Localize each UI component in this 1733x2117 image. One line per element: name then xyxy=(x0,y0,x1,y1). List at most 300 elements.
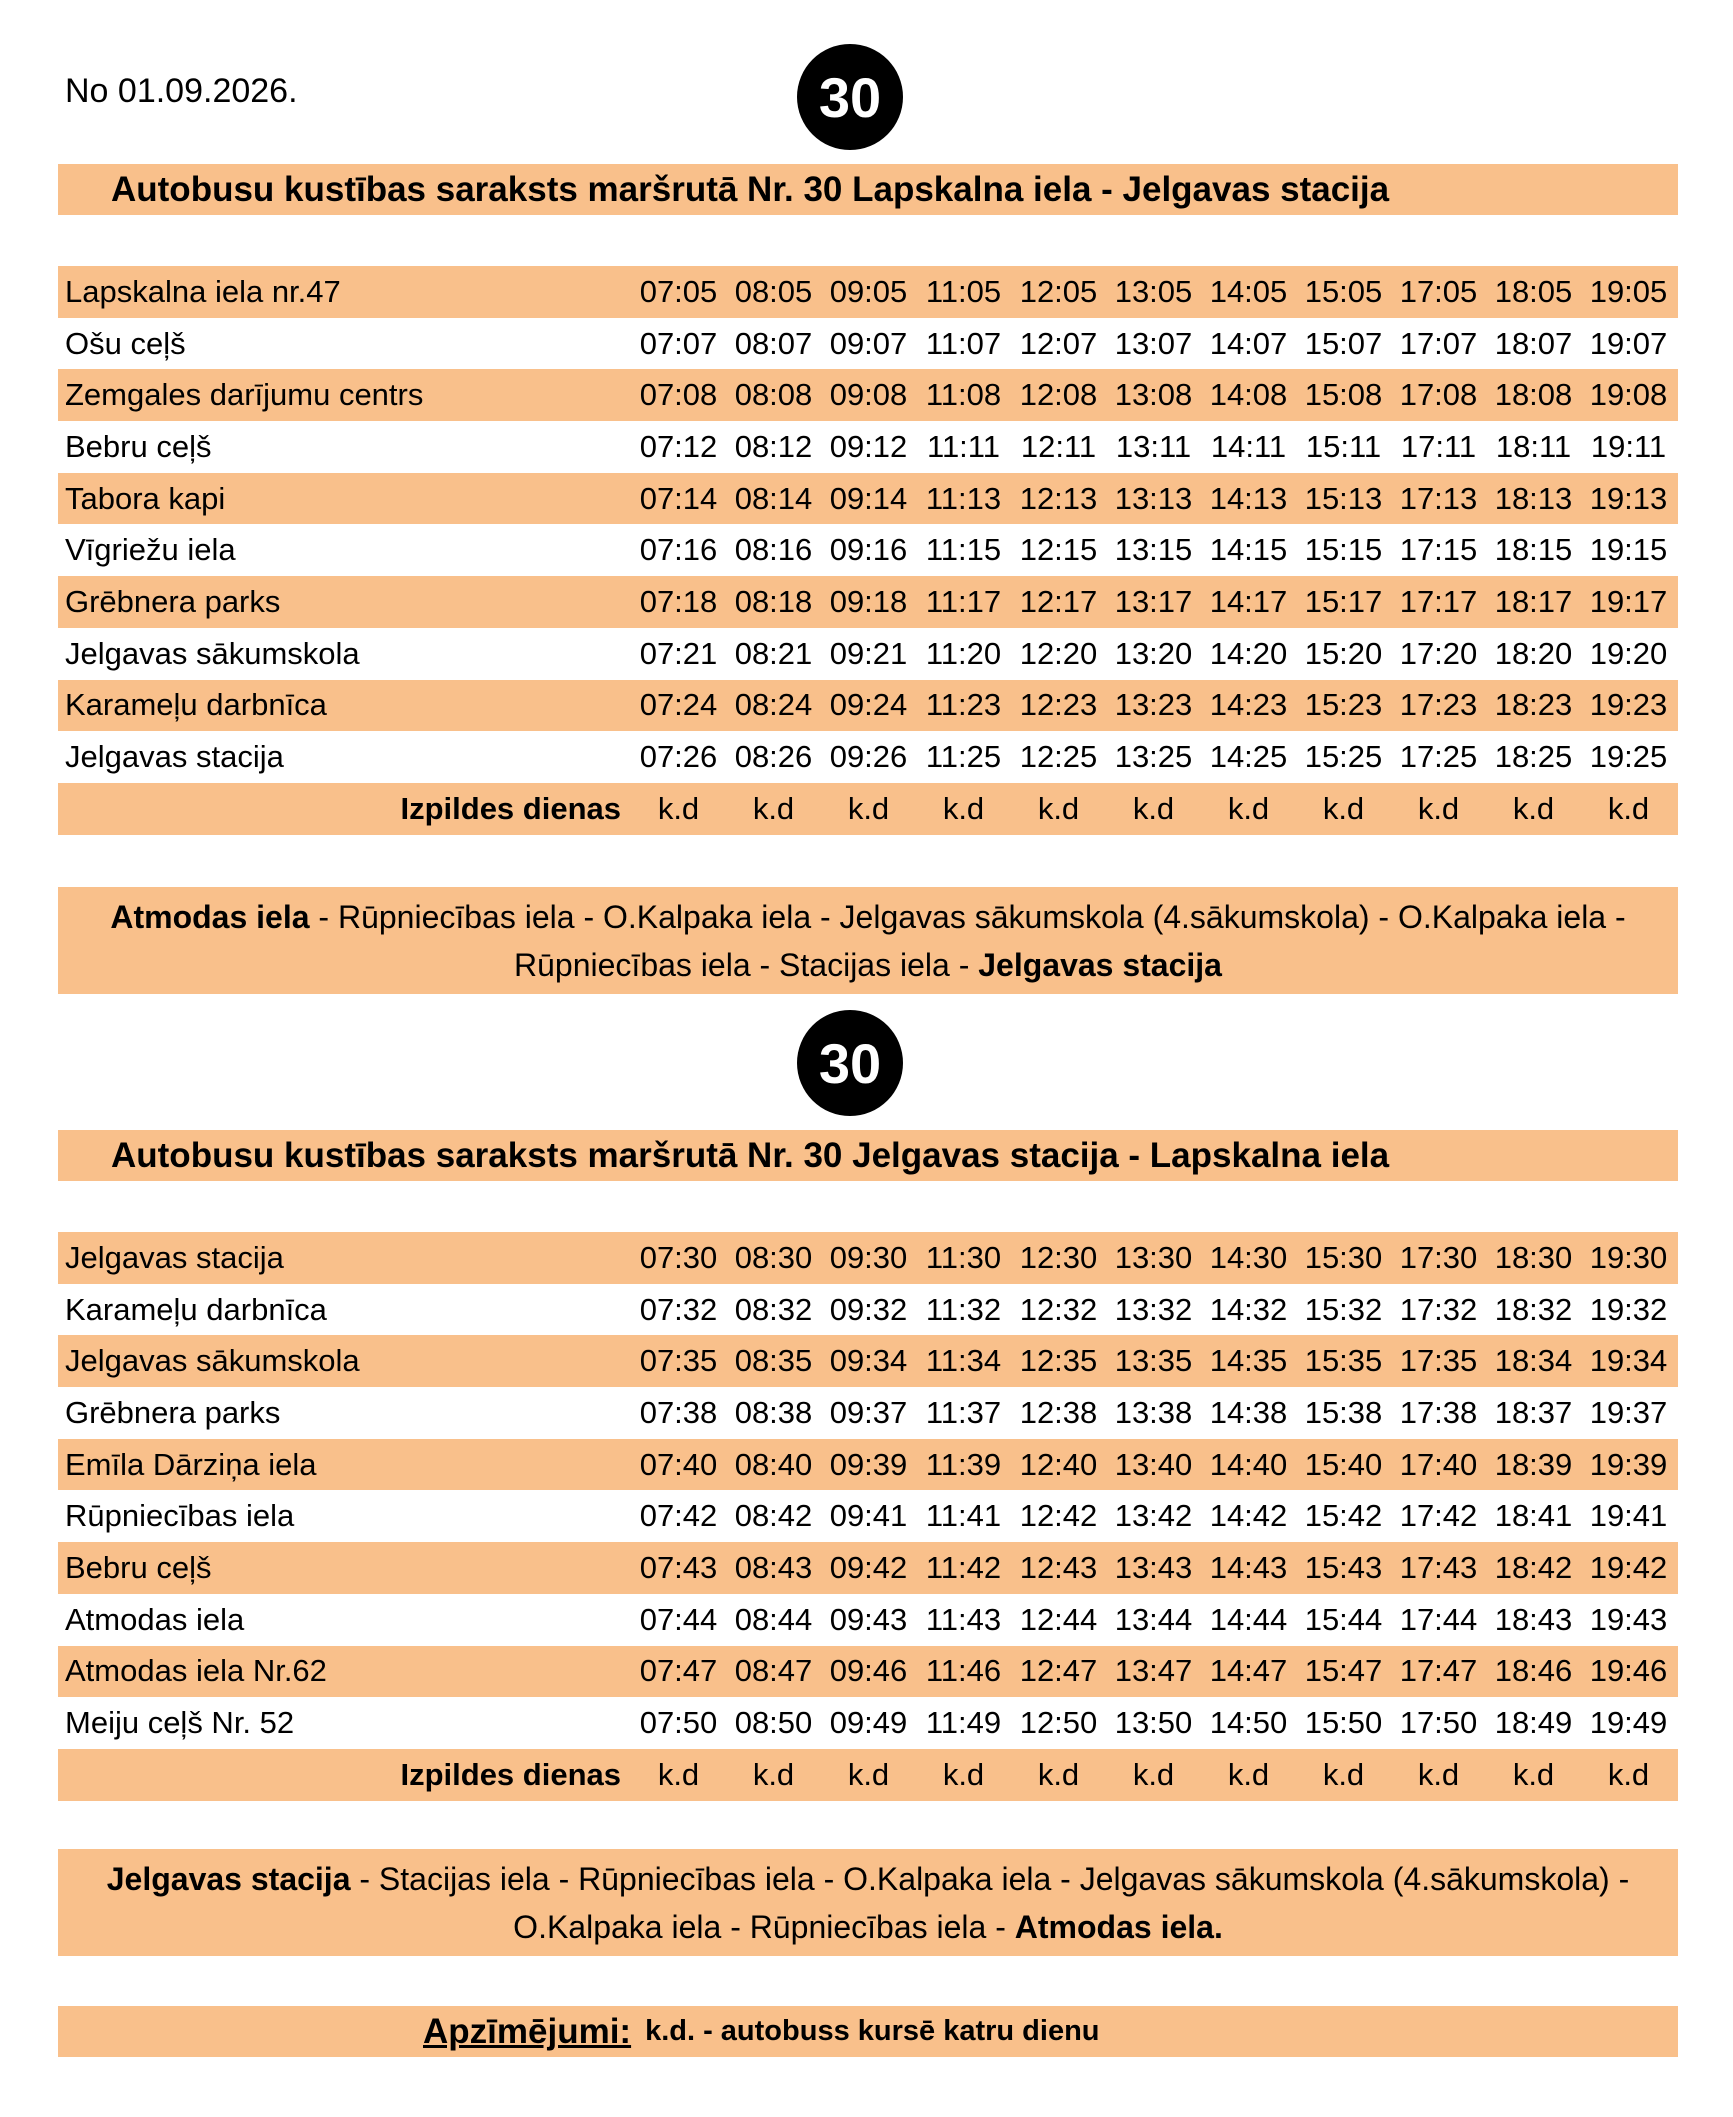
departure-time: 14:23 xyxy=(1209,687,1288,723)
departure-time: 08:40 xyxy=(734,1446,813,1482)
departure-time: 11:05 xyxy=(925,273,1002,309)
departure-time: 09:24 xyxy=(829,687,908,723)
departure-time: 15:47 xyxy=(1304,1653,1383,1689)
departure-time: 18:32 xyxy=(1494,1291,1573,1327)
departure-time: 09:34 xyxy=(829,1343,908,1379)
departure-time: 12:42 xyxy=(1019,1498,1098,1534)
departure-time: 12:17 xyxy=(1019,583,1098,619)
departure-time: 13:13 xyxy=(1114,480,1193,516)
departure-time: 17:20 xyxy=(1399,635,1478,671)
departure-time: 19:39 xyxy=(1589,1446,1668,1482)
departure-time: 11:13 xyxy=(925,480,1002,516)
departure-time: 12:38 xyxy=(1019,1394,1098,1430)
departure-time: 12:32 xyxy=(1019,1291,1098,1327)
stop-name: Bebru ceļš xyxy=(65,428,212,464)
table-row xyxy=(58,1335,1678,1387)
departure-time: 07:18 xyxy=(639,583,718,619)
stop-name: Vīgriežu iela xyxy=(65,532,236,568)
departure-time: 15:42 xyxy=(1304,1498,1383,1534)
departure-time: 15:20 xyxy=(1304,635,1383,671)
route-via: - Rūpniecības iela - O.Kalpaka iela - Jelgavas sākumskola (4.sākumskola) - O.Kalpaka iela - Rūpniecības iela - Stacijas iela - xyxy=(309,899,1626,983)
stop-name: Meiju ceļš Nr. 52 xyxy=(65,1705,295,1741)
table-row xyxy=(58,731,1678,783)
departure-time: 09:43 xyxy=(829,1601,908,1637)
departure-time: 08:35 xyxy=(734,1343,813,1379)
departure-time: 19:05 xyxy=(1589,273,1668,309)
table-row xyxy=(58,473,1678,525)
departure-time: 12:23 xyxy=(1019,687,1098,723)
departure-time: 12:25 xyxy=(1019,739,1098,775)
departure-time: 17:32 xyxy=(1399,1291,1478,1327)
departure-time: 07:40 xyxy=(639,1446,718,1482)
departure-time: 17:11 xyxy=(1400,428,1477,464)
departure-time: 07:26 xyxy=(639,739,718,775)
departure-time: 12:13 xyxy=(1019,480,1098,516)
departure-time: 09:42 xyxy=(829,1549,908,1585)
departure-time: 18:11 xyxy=(1495,428,1572,464)
table-row xyxy=(58,1697,1678,1749)
departure-time: 09:05 xyxy=(829,273,908,309)
departure-time: 11:32 xyxy=(925,1291,1002,1327)
service-day-code: k.d xyxy=(1607,790,1650,826)
table-row xyxy=(58,266,1678,318)
service-day-code: k.d xyxy=(847,1756,890,1792)
departure-time: 19:07 xyxy=(1589,325,1668,361)
forward-route-description xyxy=(58,887,1678,994)
service-day-code: k.d xyxy=(1322,1756,1365,1792)
service-days-label: Izpildes dienas xyxy=(400,1756,621,1792)
table-row xyxy=(58,421,1678,473)
departure-time: 09:39 xyxy=(829,1446,908,1482)
service-day-code: k.d xyxy=(1322,790,1365,826)
departure-time: 19:30 xyxy=(1589,1239,1668,1275)
departure-time: 08:44 xyxy=(734,1601,813,1637)
departure-time: 18:42 xyxy=(1494,1549,1573,1585)
departure-time: 07:21 xyxy=(639,635,718,671)
departure-time: 07:16 xyxy=(639,532,718,568)
departure-time: 08:05 xyxy=(734,273,813,309)
table-row xyxy=(58,369,1678,421)
departure-time: 11:15 xyxy=(925,532,1002,568)
departure-time: 18:23 xyxy=(1494,687,1573,723)
departure-time: 19:11 xyxy=(1590,428,1667,464)
departure-time: 14:43 xyxy=(1209,1549,1288,1585)
departure-time: 13:30 xyxy=(1114,1239,1193,1275)
service-day-code: k.d xyxy=(942,1756,985,1792)
service-days-row xyxy=(58,1749,1678,1801)
departure-time: 15:11 xyxy=(1305,428,1382,464)
departure-time: 15:23 xyxy=(1304,687,1383,723)
departure-time: 09:37 xyxy=(829,1394,908,1430)
stop-name: Ošu ceļš xyxy=(65,325,186,361)
departure-time: 19:42 xyxy=(1589,1549,1668,1585)
departure-time: 18:08 xyxy=(1494,377,1573,413)
departure-time: 13:08 xyxy=(1114,377,1193,413)
departure-time: 15:15 xyxy=(1304,532,1383,568)
departure-time: 14:20 xyxy=(1209,635,1288,671)
service-day-code: k.d xyxy=(657,790,700,826)
departure-time: 13:44 xyxy=(1114,1601,1193,1637)
service-day-code: k.d xyxy=(1132,1756,1175,1792)
departure-time: 19:41 xyxy=(1589,1498,1668,1534)
stop-name: Grēbnera parks xyxy=(65,1394,281,1430)
departure-time: 14:11 xyxy=(1210,428,1287,464)
service-day-code: k.d xyxy=(752,1756,795,1792)
departure-time: 08:50 xyxy=(734,1705,813,1741)
stop-name: Jelgavas stacija xyxy=(65,1239,284,1275)
departure-time: 14:25 xyxy=(1209,739,1288,775)
departure-time: 11:42 xyxy=(925,1549,1002,1585)
departure-time: 09:07 xyxy=(829,325,908,361)
route-via: - Stacijas iela - Rūpniecības iela - O.Kalpaka iela - Jelgavas sākumskola (4.sākumskola) - O.Kalpaka iela - Rūpniecības iela - xyxy=(350,1861,1630,1945)
departure-time: 15:08 xyxy=(1304,377,1383,413)
departure-time: 13:25 xyxy=(1114,739,1193,775)
departure-time: 12:43 xyxy=(1019,1549,1098,1585)
departure-time: 15:30 xyxy=(1304,1239,1383,1275)
departure-time: 12:15 xyxy=(1019,532,1098,568)
departure-time: 07:07 xyxy=(639,325,718,361)
stop-name: Zemgales darījumu centrs xyxy=(65,377,424,413)
stop-name: Atmodas iela xyxy=(65,1601,245,1637)
service-day-code: k.d xyxy=(1037,1756,1080,1792)
departure-time: 13:50 xyxy=(1114,1705,1193,1741)
departure-time: 08:16 xyxy=(734,532,813,568)
departure-time: 13:20 xyxy=(1114,635,1193,671)
departure-time: 15:25 xyxy=(1304,739,1383,775)
stop-name: Jelgavas sākumskola xyxy=(65,635,360,671)
departure-time: 14:35 xyxy=(1209,1343,1288,1379)
departure-time: 15:05 xyxy=(1304,273,1383,309)
departure-time: 12:30 xyxy=(1019,1239,1098,1275)
route-end: Jelgavas stacija xyxy=(978,947,1222,983)
departure-time: 08:18 xyxy=(734,583,813,619)
departure-time: 17:25 xyxy=(1399,739,1478,775)
departure-time: 19:13 xyxy=(1589,480,1668,516)
departure-time: 19:34 xyxy=(1589,1343,1668,1379)
departure-time: 14:40 xyxy=(1209,1446,1288,1482)
departure-time: 11:20 xyxy=(925,635,1002,671)
departure-time: 07:47 xyxy=(639,1653,718,1689)
departure-time: 15:38 xyxy=(1304,1394,1383,1430)
departure-time: 08:24 xyxy=(734,687,813,723)
backward-timetable xyxy=(58,1232,1678,1801)
departure-time: 15:43 xyxy=(1304,1549,1383,1585)
stop-name: Rūpniecības iela xyxy=(65,1498,295,1534)
service-day-code: k.d xyxy=(1417,790,1460,826)
departure-time: 08:42 xyxy=(734,1498,813,1534)
departure-time: 14:38 xyxy=(1209,1394,1288,1430)
departure-time: 14:07 xyxy=(1209,325,1288,361)
departure-time: 15:13 xyxy=(1304,480,1383,516)
table-row xyxy=(58,680,1678,732)
departure-time: 09:21 xyxy=(829,635,908,671)
departure-time: 18:37 xyxy=(1494,1394,1573,1430)
departure-time: 08:21 xyxy=(734,635,813,671)
departure-time: 09:49 xyxy=(829,1705,908,1741)
departure-time: 09:41 xyxy=(829,1498,908,1534)
departure-time: 12:40 xyxy=(1019,1446,1098,1482)
departure-time: 14:42 xyxy=(1209,1498,1288,1534)
departure-time: 08:08 xyxy=(734,377,813,413)
departure-time: 18:15 xyxy=(1494,532,1573,568)
service-day-code: k.d xyxy=(1227,790,1270,826)
departure-time: 09:18 xyxy=(829,583,908,619)
departure-time: 12:50 xyxy=(1019,1705,1098,1741)
departure-time: 17:50 xyxy=(1399,1705,1478,1741)
departure-time: 08:07 xyxy=(734,325,813,361)
departure-time: 19:15 xyxy=(1589,532,1668,568)
service-day-code: k.d xyxy=(1417,1756,1460,1792)
stop-name: Karameļu darbnīca xyxy=(65,687,327,723)
departure-time: 11:39 xyxy=(925,1446,1002,1482)
stop-name: Jelgavas stacija xyxy=(65,739,284,775)
table-row xyxy=(58,524,1678,576)
departure-time: 07:12 xyxy=(639,428,718,464)
departure-time: 07:38 xyxy=(639,1394,718,1430)
stop-name: Atmodas iela Nr.62 xyxy=(65,1653,327,1689)
departure-time: 19:32 xyxy=(1589,1291,1668,1327)
departure-time: 13:42 xyxy=(1114,1498,1193,1534)
departure-time: 19:46 xyxy=(1589,1653,1668,1689)
departure-time: 18:30 xyxy=(1494,1239,1573,1275)
departure-time: 13:15 xyxy=(1114,532,1193,568)
departure-time: 11:23 xyxy=(925,687,1002,723)
departure-time: 14:13 xyxy=(1209,480,1288,516)
departure-time: 12:20 xyxy=(1019,635,1098,671)
departure-time: 13:17 xyxy=(1114,583,1193,619)
departure-time: 07:50 xyxy=(639,1705,718,1741)
departure-time: 13:38 xyxy=(1114,1394,1193,1430)
departure-time: 11:11 xyxy=(927,428,1000,464)
departure-time: 13:47 xyxy=(1114,1653,1193,1689)
departure-time: 08:43 xyxy=(734,1549,813,1585)
departure-time: 13:40 xyxy=(1114,1446,1193,1482)
table-row xyxy=(58,1594,1678,1646)
departure-time: 08:47 xyxy=(734,1653,813,1689)
departure-time: 19:20 xyxy=(1589,635,1668,671)
table-row xyxy=(58,1542,1678,1594)
legend xyxy=(58,2006,1678,2057)
departure-time: 18:49 xyxy=(1494,1705,1573,1741)
departure-time: 13:35 xyxy=(1114,1343,1193,1379)
departure-time: 12:11 xyxy=(1020,428,1097,464)
backward-route-description xyxy=(58,1849,1678,1956)
departure-time: 15:50 xyxy=(1304,1705,1383,1741)
departure-time: 11:49 xyxy=(925,1705,1002,1741)
departure-time: 18:17 xyxy=(1494,583,1573,619)
departure-time: 17:23 xyxy=(1399,687,1478,723)
service-day-code: k.d xyxy=(1132,790,1175,826)
route-start: Jelgavas stacija xyxy=(106,1861,351,1897)
service-day-code: k.d xyxy=(657,1756,700,1792)
departure-time: 14:47 xyxy=(1209,1653,1288,1689)
departure-time: 14:17 xyxy=(1209,583,1288,619)
departure-time: 13:43 xyxy=(1114,1549,1193,1585)
stop-name: Grēbnera parks xyxy=(65,583,281,619)
service-day-code: k.d xyxy=(942,790,985,826)
service-day-code: k.d xyxy=(1227,1756,1270,1792)
departure-time: 18:43 xyxy=(1494,1601,1573,1637)
departure-time: 07:05 xyxy=(639,273,718,309)
departure-time: 14:15 xyxy=(1209,532,1288,568)
departure-time: 08:30 xyxy=(734,1239,813,1275)
departure-time: 12:35 xyxy=(1019,1343,1098,1379)
departure-time: 18:05 xyxy=(1494,273,1573,309)
forward-timetable xyxy=(58,266,1678,835)
departure-time: 18:13 xyxy=(1494,480,1573,516)
departure-time: 12:05 xyxy=(1019,273,1098,309)
route-number-badge-bottom: 30 xyxy=(797,1010,903,1116)
departure-time: 07:42 xyxy=(639,1498,718,1534)
departure-time: 07:24 xyxy=(639,687,718,723)
backward-title: Autobusu kustības saraksts maršrutā Nr. 30 Jelgavas stacija - Lapskalna iela xyxy=(58,1130,1678,1181)
table-row xyxy=(58,1232,1678,1284)
route-end: Atmodas iela. xyxy=(1014,1909,1223,1945)
departure-time: 17:40 xyxy=(1399,1446,1478,1482)
service-day-code: k.d xyxy=(752,790,795,826)
departure-time: 09:46 xyxy=(829,1653,908,1689)
departure-time: 11:34 xyxy=(925,1343,1002,1379)
service-days-row xyxy=(58,783,1678,835)
service-day-code: k.d xyxy=(1512,1756,1555,1792)
service-day-code: k.d xyxy=(1512,790,1555,826)
departure-time: 08:12 xyxy=(734,428,813,464)
stop-name: Jelgavas sākumskola xyxy=(65,1343,360,1379)
departure-time: 18:46 xyxy=(1494,1653,1573,1689)
departure-time: 11:37 xyxy=(925,1394,1002,1430)
forward-title: Autobusu kustības saraksts maršrutā Nr. 30 Lapskalna iela - Jelgavas stacija xyxy=(58,164,1678,215)
departure-time: 13:05 xyxy=(1114,273,1193,309)
departure-time: 18:34 xyxy=(1494,1343,1573,1379)
stop-name: Bebru ceļš xyxy=(65,1549,212,1585)
departure-time: 18:39 xyxy=(1494,1446,1573,1482)
departure-time: 17:47 xyxy=(1399,1653,1478,1689)
departure-time: 17:42 xyxy=(1399,1498,1478,1534)
legend-text: k.d. - autobuss kursē katru dienu xyxy=(645,2015,1100,2047)
departure-time: 09:12 xyxy=(829,428,908,464)
departure-time: 17:08 xyxy=(1399,377,1478,413)
table-row xyxy=(58,576,1678,628)
departure-time: 11:25 xyxy=(925,739,1002,775)
departure-time: 11:43 xyxy=(925,1601,1002,1637)
departure-time: 17:38 xyxy=(1399,1394,1478,1430)
departure-time: 18:20 xyxy=(1494,635,1573,671)
departure-time: 08:14 xyxy=(734,480,813,516)
departure-time: 08:38 xyxy=(734,1394,813,1430)
table-row xyxy=(58,628,1678,680)
departure-time: 07:35 xyxy=(639,1343,718,1379)
departure-time: 17:30 xyxy=(1399,1239,1478,1275)
departure-time: 11:17 xyxy=(925,583,1002,619)
departure-time: 09:30 xyxy=(829,1239,908,1275)
valid-from-date: No 01.09.2026. xyxy=(65,72,298,110)
departure-time: 14:32 xyxy=(1209,1291,1288,1327)
departure-time: 19:08 xyxy=(1589,377,1668,413)
route-start: Atmodas iela xyxy=(110,899,310,935)
departure-time: 15:44 xyxy=(1304,1601,1383,1637)
departure-time: 12:47 xyxy=(1019,1653,1098,1689)
stop-name: Karameļu darbnīca xyxy=(65,1291,327,1327)
departure-time: 15:32 xyxy=(1304,1291,1383,1327)
departure-time: 09:08 xyxy=(829,377,908,413)
departure-time: 19:17 xyxy=(1589,583,1668,619)
table-row xyxy=(58,1439,1678,1491)
departure-time: 11:07 xyxy=(925,325,1002,361)
service-day-code: k.d xyxy=(1037,790,1080,826)
departure-time: 17:13 xyxy=(1399,480,1478,516)
stop-name: Tabora kapi xyxy=(65,480,226,516)
departure-time: 19:23 xyxy=(1589,687,1668,723)
departure-time: 07:14 xyxy=(639,480,718,516)
departure-time: 17:15 xyxy=(1399,532,1478,568)
table-row xyxy=(58,1387,1678,1439)
departure-time: 17:44 xyxy=(1399,1601,1478,1637)
departure-time: 09:16 xyxy=(829,532,908,568)
departure-time: 14:08 xyxy=(1209,377,1288,413)
departure-time: 11:41 xyxy=(925,1498,1002,1534)
stop-name: Lapskalna iela nr.47 xyxy=(65,273,341,309)
departure-time: 08:26 xyxy=(734,739,813,775)
table-row xyxy=(58,1490,1678,1542)
departure-time: 13:07 xyxy=(1114,325,1193,361)
departure-time: 15:35 xyxy=(1304,1343,1383,1379)
departure-time: 07:30 xyxy=(639,1239,718,1275)
table-row xyxy=(58,1284,1678,1336)
departure-time: 13:23 xyxy=(1114,687,1193,723)
departure-time: 15:07 xyxy=(1304,325,1383,361)
departure-time: 07:44 xyxy=(639,1601,718,1637)
departure-time: 09:14 xyxy=(829,480,908,516)
departure-time: 11:30 xyxy=(925,1239,1002,1275)
departure-time: 12:44 xyxy=(1019,1601,1098,1637)
route-number-badge-top: 30 xyxy=(797,44,903,150)
table-row xyxy=(58,1646,1678,1698)
departure-time: 09:26 xyxy=(829,739,908,775)
table-row xyxy=(58,318,1678,370)
departure-time: 18:25 xyxy=(1494,739,1573,775)
legend-title: Apzīmējumi: xyxy=(423,2011,632,2051)
departure-time: 17:07 xyxy=(1399,325,1478,361)
departure-time: 17:35 xyxy=(1399,1343,1478,1379)
departure-time: 11:08 xyxy=(925,377,1002,413)
departure-time: 14:44 xyxy=(1209,1601,1288,1637)
departure-time: 07:08 xyxy=(639,377,718,413)
departure-time: 12:08 xyxy=(1019,377,1098,413)
stop-name: Emīla Dārziņa iela xyxy=(65,1446,317,1482)
departure-time: 09:32 xyxy=(829,1291,908,1327)
departure-time: 19:49 xyxy=(1589,1705,1668,1741)
departure-time: 15:17 xyxy=(1304,583,1383,619)
departure-time: 17:05 xyxy=(1399,273,1478,309)
departure-time: 19:25 xyxy=(1589,739,1668,775)
departure-time: 18:41 xyxy=(1494,1498,1573,1534)
departure-time: 14:30 xyxy=(1209,1239,1288,1275)
departure-time: 14:50 xyxy=(1209,1705,1288,1741)
departure-time: 18:07 xyxy=(1494,325,1573,361)
departure-time: 08:32 xyxy=(734,1291,813,1327)
departure-time: 11:46 xyxy=(925,1653,1002,1689)
departure-time: 17:43 xyxy=(1399,1549,1478,1585)
departure-time: 12:07 xyxy=(1019,325,1098,361)
service-day-code: k.d xyxy=(847,790,890,826)
departure-time: 15:40 xyxy=(1304,1446,1383,1482)
service-day-code: k.d xyxy=(1607,1756,1650,1792)
departure-time: 07:32 xyxy=(639,1291,718,1327)
departure-time: 14:05 xyxy=(1209,273,1288,309)
departure-time: 19:43 xyxy=(1589,1601,1668,1637)
departure-time: 19:37 xyxy=(1589,1394,1668,1430)
departure-time: 13:32 xyxy=(1114,1291,1193,1327)
